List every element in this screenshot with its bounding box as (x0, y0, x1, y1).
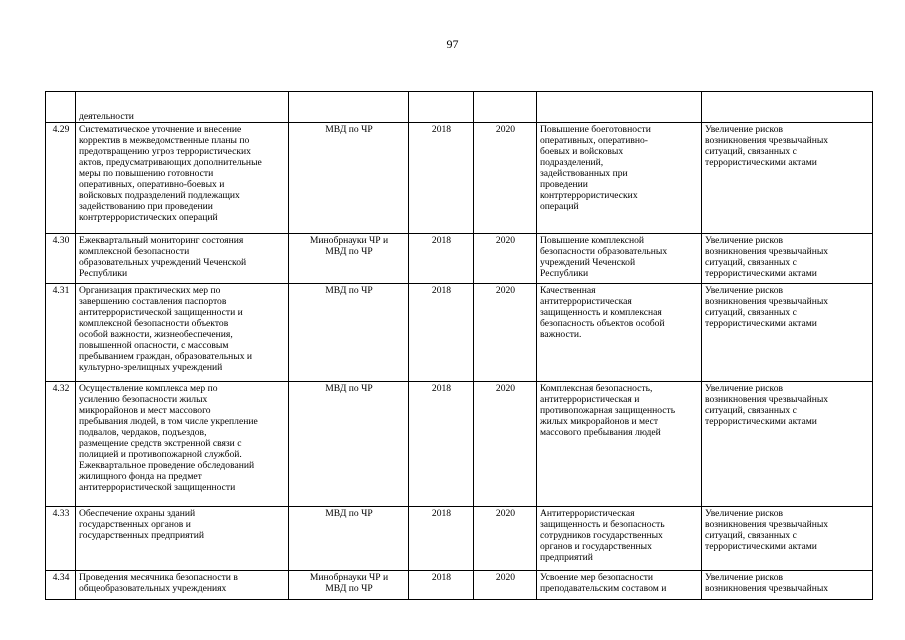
start-year-cell: 2018 (409, 284, 474, 382)
risk-cell: Увеличение рисков возникновения чрезвычайных ситуаций, связанных с террористическими актами (702, 123, 873, 234)
measure-cell: Осуществление комплекса мер по усилению безопасности жилых микрорайонов и мест массового пребывания людей, в том числе укрепление подвалов, чердаков, подъездов, размещение средств экстренной связи с полицией и противопожарной службой. Ежеквартальное проведение обследований жилищного фонда на предмет антитеррористической защищенности (76, 382, 289, 507)
measures-table (45, 91, 873, 600)
risk-cell: Увеличение рисков возникновения чрезвычайных ситуаций, связанных с террористическими актами (702, 507, 873, 571)
result-cell: Повышение комплексной безопасности образовательных учреждений Чеченской Республики (537, 234, 702, 284)
end-year-cell: 2020 (474, 284, 537, 382)
risk-cell: Увеличение рисков возникновения чрезвычайных ситуаций, связанных с террористическими актами (702, 284, 873, 382)
number-cell: 4.33 (46, 507, 76, 571)
executor-cell: МВД по ЧР (289, 507, 409, 571)
executor-cell: Минобрнауки ЧР и МВД по ЧР (289, 571, 409, 600)
end-year-cell: 2020 (474, 382, 537, 507)
end-year-cell: 2020 (474, 234, 537, 284)
number-cell: 4.32 (46, 382, 76, 507)
table-row (46, 571, 873, 600)
start-year-cell: 2018 (409, 571, 474, 600)
table-row (46, 284, 873, 382)
number-cell: 4.30 (46, 234, 76, 284)
start-year-cell (409, 92, 474, 123)
measure-cell: Проведения месячника безопасности в общеобразовательных учреждениях (76, 571, 289, 600)
end-year-cell: 2020 (474, 571, 537, 600)
executor-cell: Минобрнауки ЧР и МВД по ЧР (289, 234, 409, 284)
measure-cell: Обеспечение охраны зданий государственных органов и государственных предприятий (76, 507, 289, 571)
measure-cell: Ежеквартальный мониторинг состояния комплексной безопасности образовательных учреждений Чеченской Республики (76, 234, 289, 284)
number-cell: 4.29 (46, 123, 76, 234)
start-year-cell: 2018 (409, 382, 474, 507)
risk-cell: Увеличение рисков возникновения чрезвычайных (702, 571, 873, 600)
table-row (46, 234, 873, 284)
start-year-cell: 2018 (409, 123, 474, 234)
page-number: 97 (446, 37, 459, 51)
table-row (46, 123, 873, 234)
measure-cell: Систематическое уточнение и внесение корректив в межведомственные планы по предотвращению угроз террористических актов, предусматривающих дополнительные меры по повышению готовности оперативных, оперативно-боевых и войсковых подразделений подлежащих задействованию при проведении контртеррористических операций (76, 123, 289, 234)
end-year-cell (474, 92, 537, 123)
risk-cell: Увеличение рисков возникновения чрезвычайных ситуаций, связанных с террористическими актами (702, 234, 873, 284)
result-cell: Качественная антитеррористическая защищенность и комплексная безопасность объектов особой важности. (537, 284, 702, 382)
number-cell: 4.31 (46, 284, 76, 382)
measure-cell: деятельности (76, 92, 289, 123)
end-year-cell: 2020 (474, 123, 537, 234)
result-cell: Комплексная безопасность, антитеррористическая и противопожарная защищенность жилых микрорайонов и мест массового пребывания людей (537, 382, 702, 507)
start-year-cell: 2018 (409, 507, 474, 571)
measure-cell: Организация практических мер по завершению составления паспортов антитеррористической защищенности и комплексной безопасности объектов особой важности, жизнеобеспечения, повышенной опасности, с массовым пребыванием граждан, образовательных и культурно-зрелищных учреждений (76, 284, 289, 382)
start-year-cell: 2018 (409, 234, 474, 284)
number-cell: 4.34 (46, 571, 76, 600)
result-cell (537, 92, 702, 123)
executor-cell: МВД по ЧР (289, 123, 409, 234)
table-row (46, 507, 873, 571)
table-row (46, 382, 873, 507)
executor-cell (289, 92, 409, 123)
risk-cell: Увеличение рисков возникновения чрезвычайных ситуаций, связанных с террористическими актами (702, 382, 873, 507)
risk-cell (702, 92, 873, 123)
result-cell: Повышение боеготовности оперативных, оперативно- боевых и войсковых подразделений, задействованных при проведении контртеррористических операций (537, 123, 702, 234)
result-cell: Усвоение мер безопасности преподавательским составом и (537, 571, 702, 600)
table-row-continuation (46, 92, 873, 123)
end-year-cell: 2020 (474, 507, 537, 571)
result-cell: Антитеррористическая защищенность и безопасность сотрудников государственных органов и государственных предприятий (537, 507, 702, 571)
number-cell (46, 92, 76, 123)
executor-cell: МВД по ЧР (289, 284, 409, 382)
executor-cell: МВД по ЧР (289, 382, 409, 507)
